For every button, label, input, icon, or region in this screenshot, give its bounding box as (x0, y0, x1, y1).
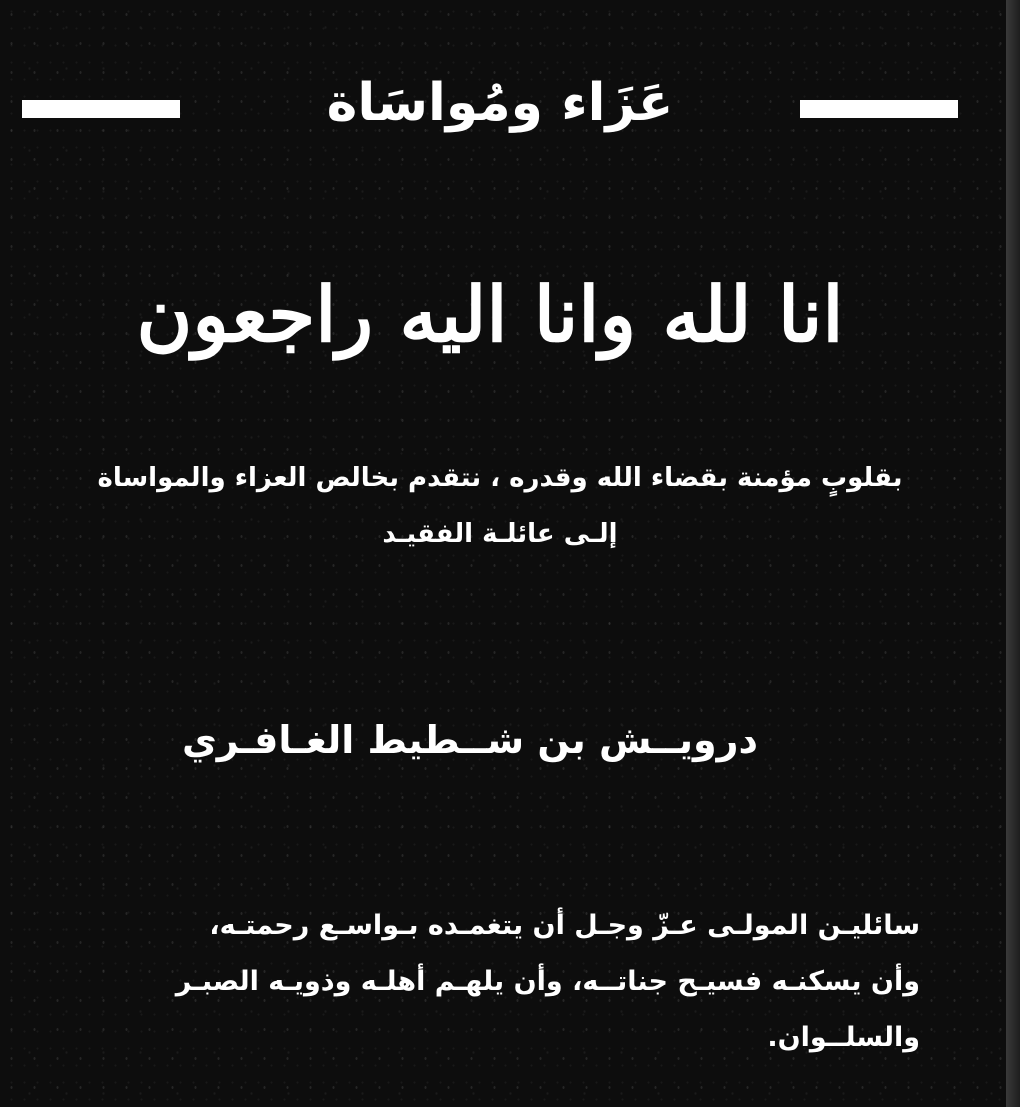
quran-verse-calligraphy: انا لله وانا اليه راجعون (136, 270, 844, 359)
header-divider-left (22, 100, 180, 118)
prayer-line-3: والسلــوان. (767, 1022, 920, 1053)
header-title: عَزَاء ومُواسَاة (326, 73, 674, 133)
prayer-line-2: وأن يسكنـه فسيـح جناتــه، وأن يلهـم أهلـه وذويـه الصبـر (175, 966, 920, 997)
header-divider-right (800, 100, 958, 118)
intro-line-1: بقلوبٍ مؤمنة بقضاء الله وقدره ، نتقدم بخالص العزاء والمواساة (97, 463, 903, 493)
intro-line-2: إلـى عائلـة الفقيـد (382, 519, 618, 549)
prayer-text (40, 898, 920, 1066)
deceased-name: درويــش بن شــطيط الغـافـري (181, 718, 758, 762)
right-edge-strip (1006, 0, 1020, 1107)
prayer-line-1: سائليـن المولـى عـزّ وجـل أن يتغمـده بـواسـع رحمتـه، (209, 910, 920, 941)
intro-text (60, 450, 940, 562)
